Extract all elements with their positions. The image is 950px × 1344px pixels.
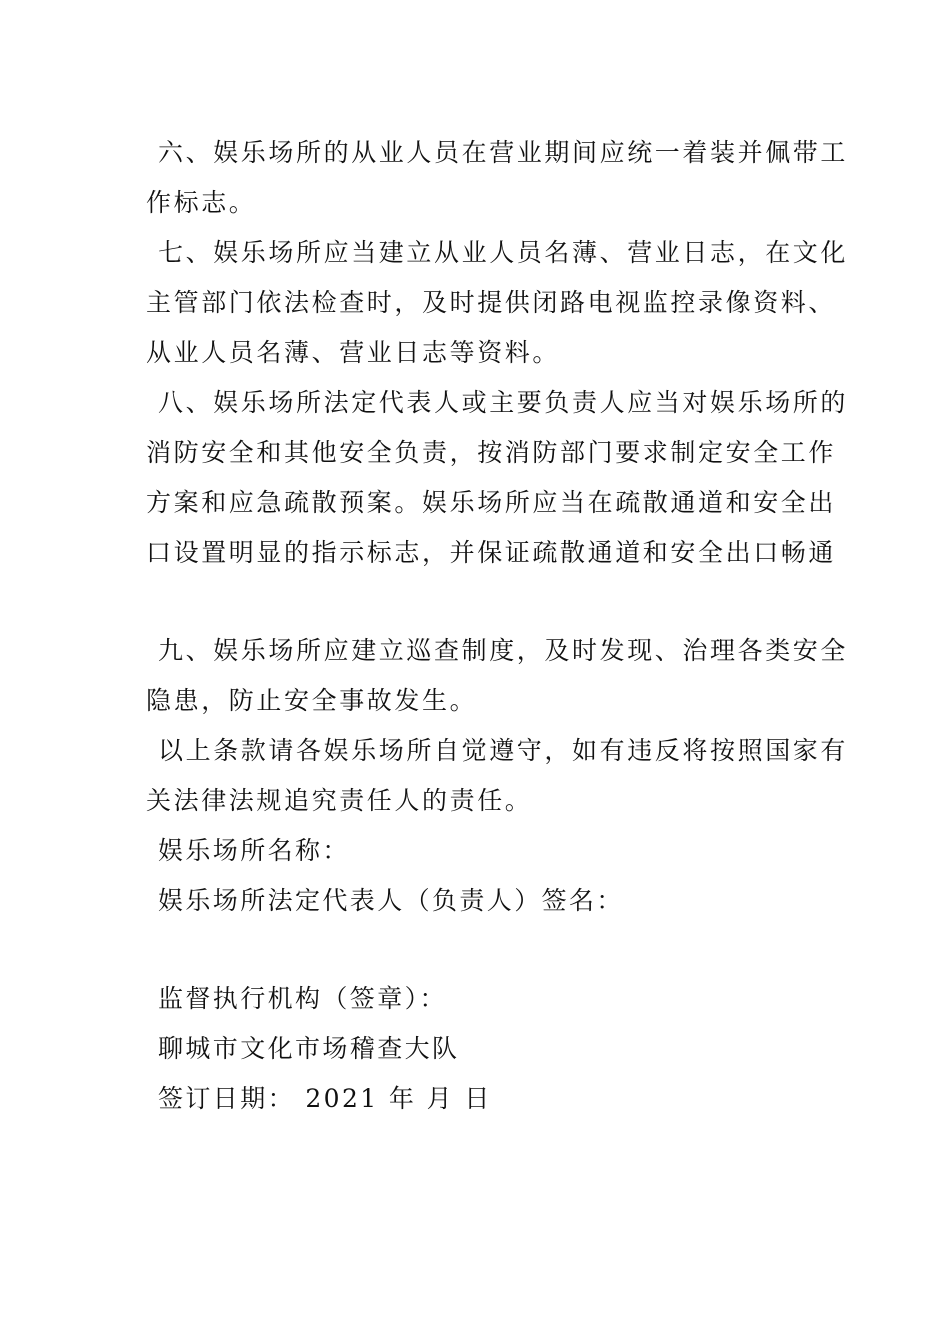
closing-clause-line-2: 关法律法规追究责任人的责任。	[146, 786, 533, 815]
signing-date: 签订日期： 2021 年 月 日	[158, 1084, 492, 1113]
closing-clause-line-1: 以上条款请各娱乐场所自觉遵守，如有违反将按照国家有	[158, 736, 849, 765]
article-6-line-1: 六、娱乐场所的从业人员在营业期间应统一着装并佩带工	[158, 138, 849, 167]
organization-name: 聊城市文化市场稽查大队	[158, 1034, 460, 1063]
article-9-line-1: 九、娱乐场所应建立巡查制度，及时发现、治理各类安全	[158, 636, 849, 665]
supervisor-seal-field: 监督执行机构（签章）：	[158, 984, 447, 1013]
article-9-line-2: 隐患，防止安全事故发生。	[146, 686, 478, 715]
article-6-line-2: 作标志。	[146, 188, 257, 217]
venue-name-field: 娱乐场所名称：	[158, 836, 350, 865]
legal-rep-signature-field: 娱乐场所法定代表人（负责人）签名：	[158, 886, 624, 915]
article-7-line-2: 主管部门依法检查时，及时提供闭路电视监控录像资料、	[146, 288, 837, 317]
article-8-line-4: 口设置明显的指示标志，并保证疏散通道和安全出口畅通	[146, 538, 837, 567]
article-8-line-1: 八、娱乐场所法定代表人或主要负责人应当对娱乐场所的	[158, 388, 849, 417]
article-7-line-1: 七、娱乐场所应当建立从业人员名薄、营业日志，在文化	[158, 238, 849, 267]
article-8-line-3: 方案和应急疏散预案。娱乐场所应当在疏散通道和安全出	[146, 488, 837, 517]
article-8-line-2: 消防安全和其他安全负责，按消防部门要求制定安全工作	[146, 438, 837, 467]
article-7-line-3: 从业人员名薄、营业日志等资料。	[146, 338, 561, 367]
